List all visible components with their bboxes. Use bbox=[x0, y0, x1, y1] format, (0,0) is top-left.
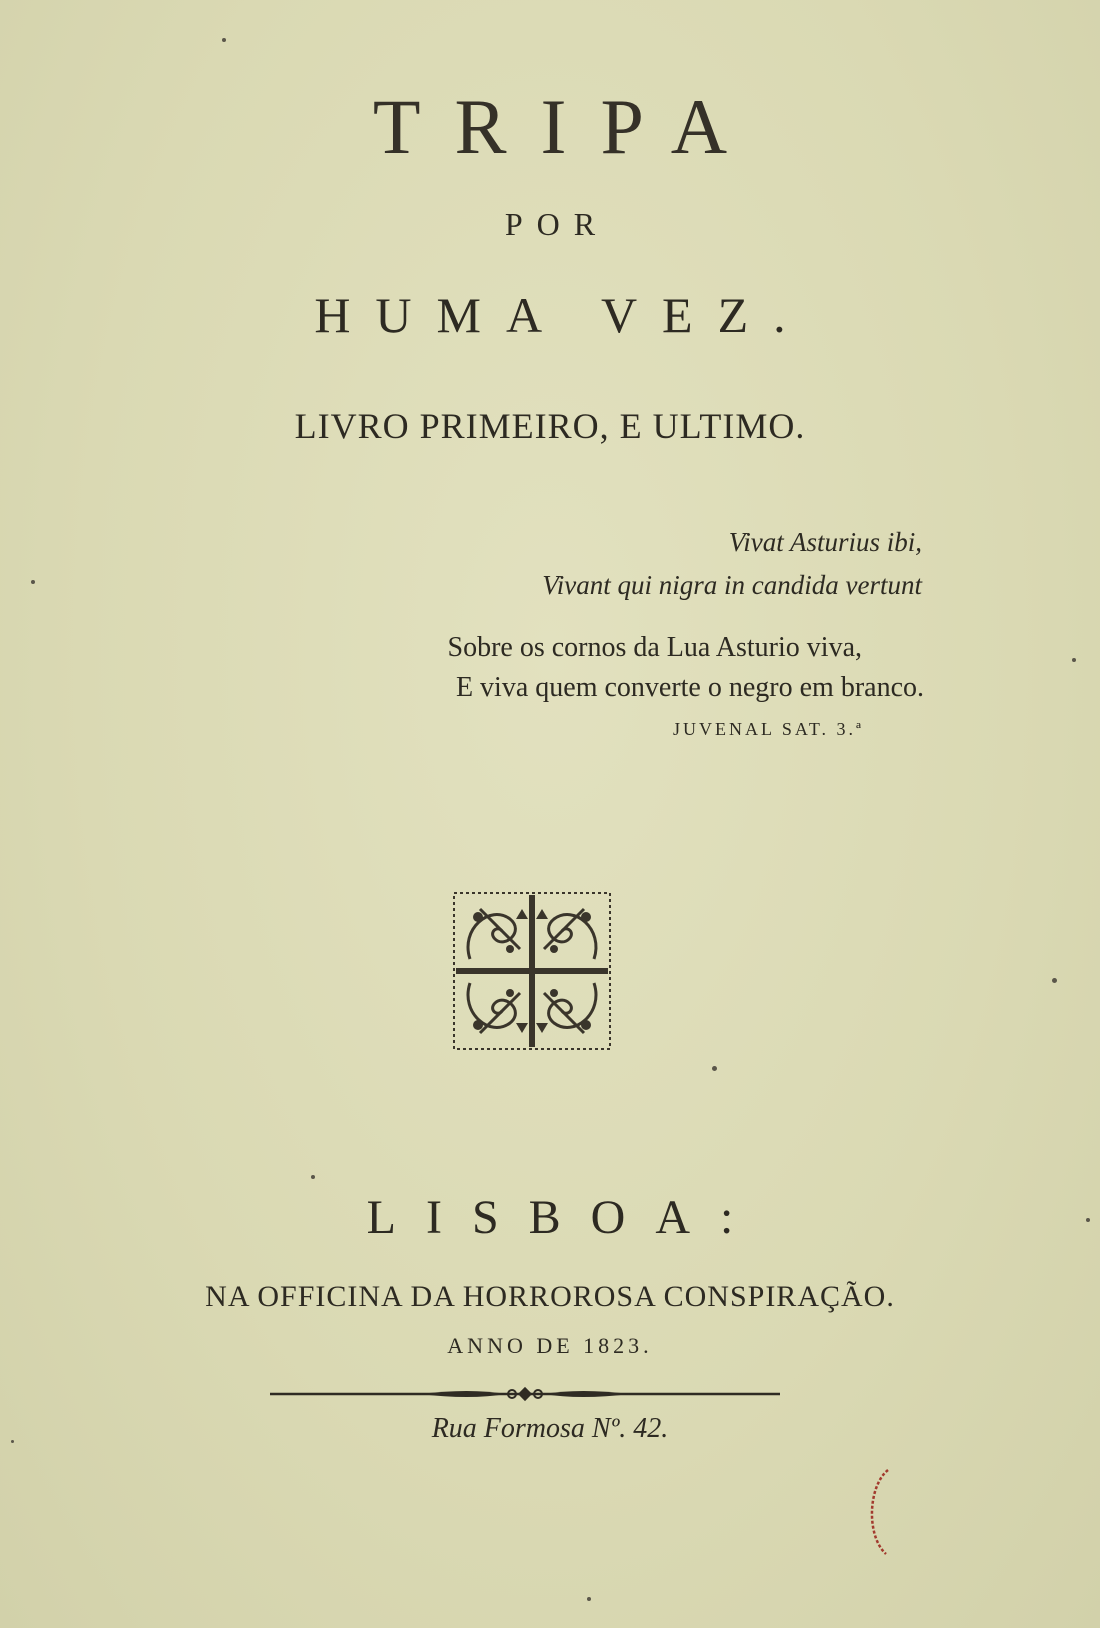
printers-ornament-icon bbox=[450, 889, 614, 1053]
paper-speck bbox=[222, 38, 226, 42]
paper-speck bbox=[311, 1175, 315, 1179]
paper-speck bbox=[1052, 978, 1057, 983]
book-title: TRIPA bbox=[372, 83, 762, 170]
epigraph-portuguese-line-1: Sobre os cornos da Lua Asturio viva, bbox=[447, 632, 862, 663]
imprint-press: NA OFFICINA DA HORROROSA CONSPIRAÇÃO. bbox=[205, 1280, 895, 1313]
paper-speck bbox=[11, 1440, 14, 1443]
handwritten-mark-icon bbox=[862, 1466, 892, 1558]
decorative-rule-icon bbox=[270, 1386, 780, 1402]
epigraph-attribution: JUVENAL SAT. 3.ª bbox=[673, 719, 864, 739]
paper-speck bbox=[1086, 1218, 1090, 1222]
epigraph-latin-line-1: Vivat Asturius ibi, bbox=[728, 527, 922, 557]
imprint-city: LISBOA: bbox=[366, 1191, 764, 1244]
title-continuation: HUMA VEZ. bbox=[314, 287, 811, 343]
epigraph-latin-line-2: Vivant qui nigra in candida vertunt bbox=[542, 570, 922, 600]
imprint-address: Rua Formosa Nº. 42. bbox=[431, 1413, 669, 1444]
paper-speck bbox=[712, 1066, 717, 1071]
paper-speck bbox=[1072, 658, 1076, 662]
paper-speck bbox=[31, 580, 35, 584]
paper-speck bbox=[587, 1597, 591, 1601]
title-connector: POR bbox=[504, 206, 610, 242]
book-designation: LIVRO PRIMEIRO, E ULTIMO. bbox=[294, 406, 806, 446]
epigraph-portuguese-line-2: E viva quem converte o negro em branco. bbox=[455, 672, 924, 703]
imprint-year: ANNO DE 1823. bbox=[447, 1333, 653, 1358]
